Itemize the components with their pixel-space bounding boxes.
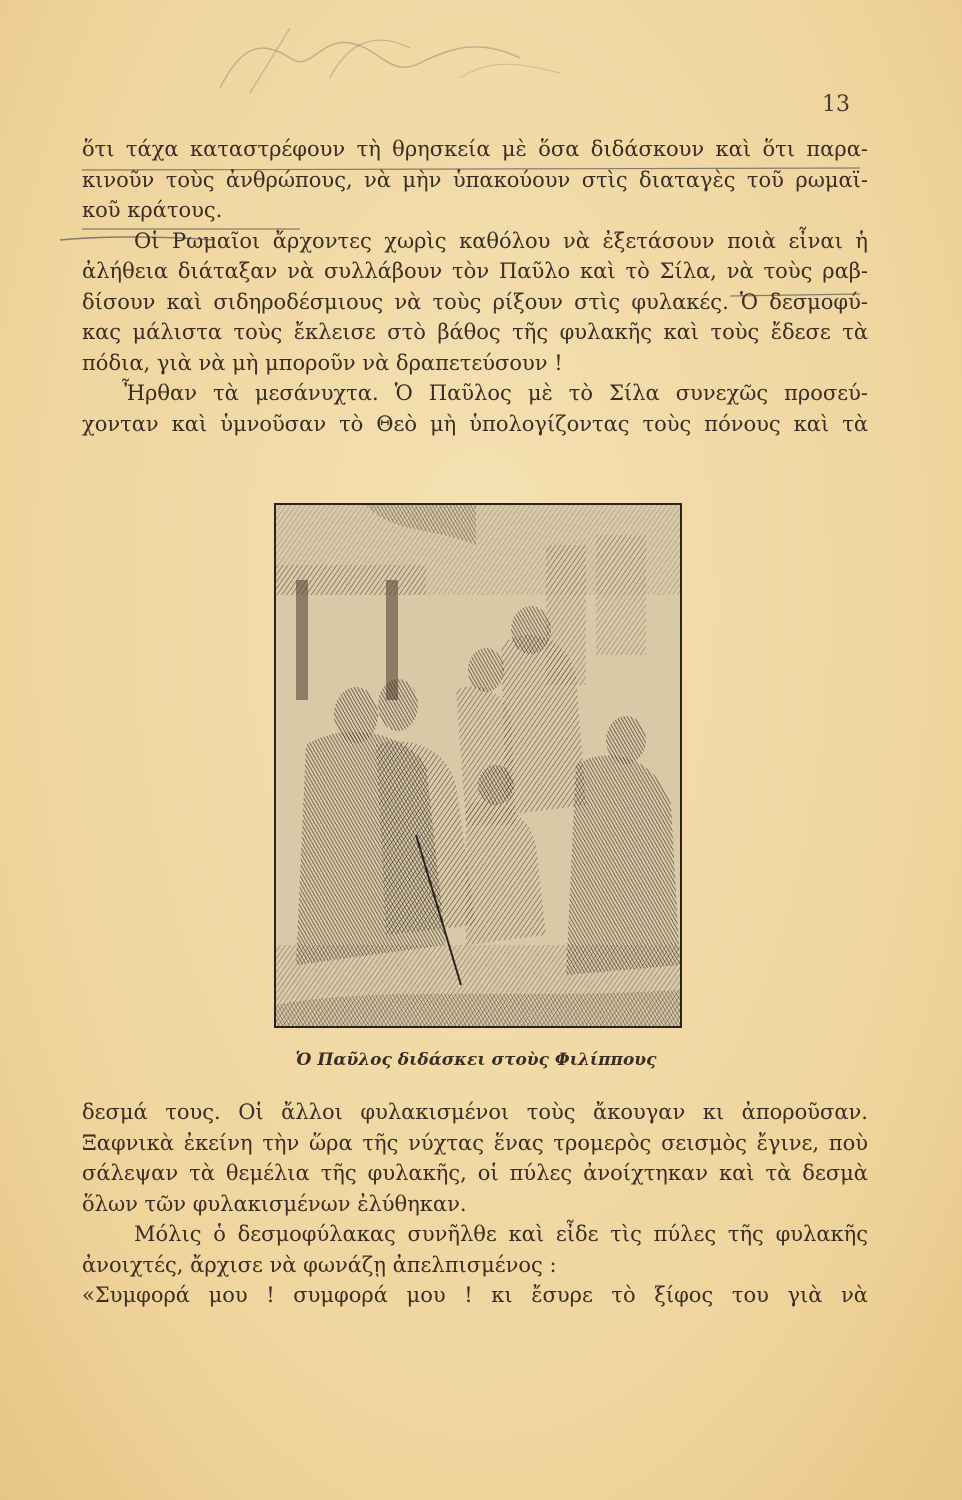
text-line: Ξαφνικὰ ἐκείνη τὴν ὥρα τῆς νύχτας ἕνας τρομερὸς σεισμὸς ἔγινε, ποὺ — [82, 1130, 868, 1155]
text-block-top — [82, 134, 868, 439]
text-line: κοῦ κράτους. — [82, 198, 223, 222]
engraving-illustration — [274, 503, 682, 1028]
engraving-drawing — [276, 505, 680, 1026]
pencil-scribble — [180, 18, 600, 98]
text-line: ἀλήθεια διάταξαν νὰ συλλάβουν τὸν Παῦλο καὶ τὸ Σίλα, νὰ τοὺς ραβ- — [82, 259, 868, 283]
text-line: κας μάλιστα τοὺς ἔκλεισε στὸ βάθος τῆς φυλακῆς καὶ τοὺς ἔδεσε τὰ — [82, 320, 868, 344]
page-number: 13 — [822, 92, 850, 117]
text-line: πόδια, γιὰ νὰ μὴ μποροῦν νὰ δραπετεύσουν ! — [82, 350, 563, 375]
text-line: ὅτι τάχα καταστρέφουν τὴ θρησκεία μὲ ὅσα διδάσκουν καὶ ὅτι παρα- — [82, 137, 868, 161]
text-line: σάλεψαν τὰ θεμέλια τῆς φυλακῆς, οἱ πύλες ἀνοίχτηκαν καὶ τὰ δεσμὰ — [82, 1161, 868, 1185]
illustration-caption: Ὁ Παῦλος διδάσκει στοὺς Φιλίππους — [295, 1050, 657, 1070]
text-line: ὅλων τῶν φυλακισμένων ἐλύθηκαν. — [82, 1191, 467, 1216]
text-line: ἀνοιχτές, ἄρχισε νὰ φωνάζῃ ἀπελπισμένος : — [82, 1252, 557, 1277]
text-line: κινοῦν τοὺς ἀνθρώπους, νὰ μὴν ὑπακούουν στὶς διαταγὲς τοῦ ρωμαϊ- — [82, 167, 868, 192]
text-line: Ἦρθαν τὰ μεσάνυχτα. Ὁ Παῦλος μὲ τὸ Σίλα συνεχῶς προσεύ- — [122, 381, 868, 405]
text-line: «Συμφορά μου ! συμφορά μου ! κι ἔσυρε τὸ ξίφος του γιὰ νὰ — [82, 1283, 868, 1307]
text-block-bottom — [82, 1097, 868, 1311]
text-line: δεσμά τους. Οἱ ἄλλοι φυλακισμένοι τοὺς ἄκουγαν κι ἀποροῦσαν. — [82, 1100, 868, 1124]
text-line: δίσουν καὶ σιδηροδέσμιους νὰ τοὺς ρίξουν στὶς φυλακές. Ὁ δεσμοφύ- — [82, 289, 868, 314]
text-line: χονταν καὶ ὑμνοῦσαν τὸ Θεὸ μὴ ὑπολογίζοντας τοὺς πόνους καὶ τὰ — [82, 411, 868, 436]
text-line: Οἱ Ρωμαῖοι ἄρχοντες χωρὶς καθόλου νὰ ἐξετάσουν ποιὰ εἶναι ἡ — [134, 228, 868, 253]
text-line: Μόλις ὁ δεσμοφύλακας συνῆλθε καὶ εἶδε τὶς πύλες τῆς φυλακῆς — [134, 1222, 868, 1246]
